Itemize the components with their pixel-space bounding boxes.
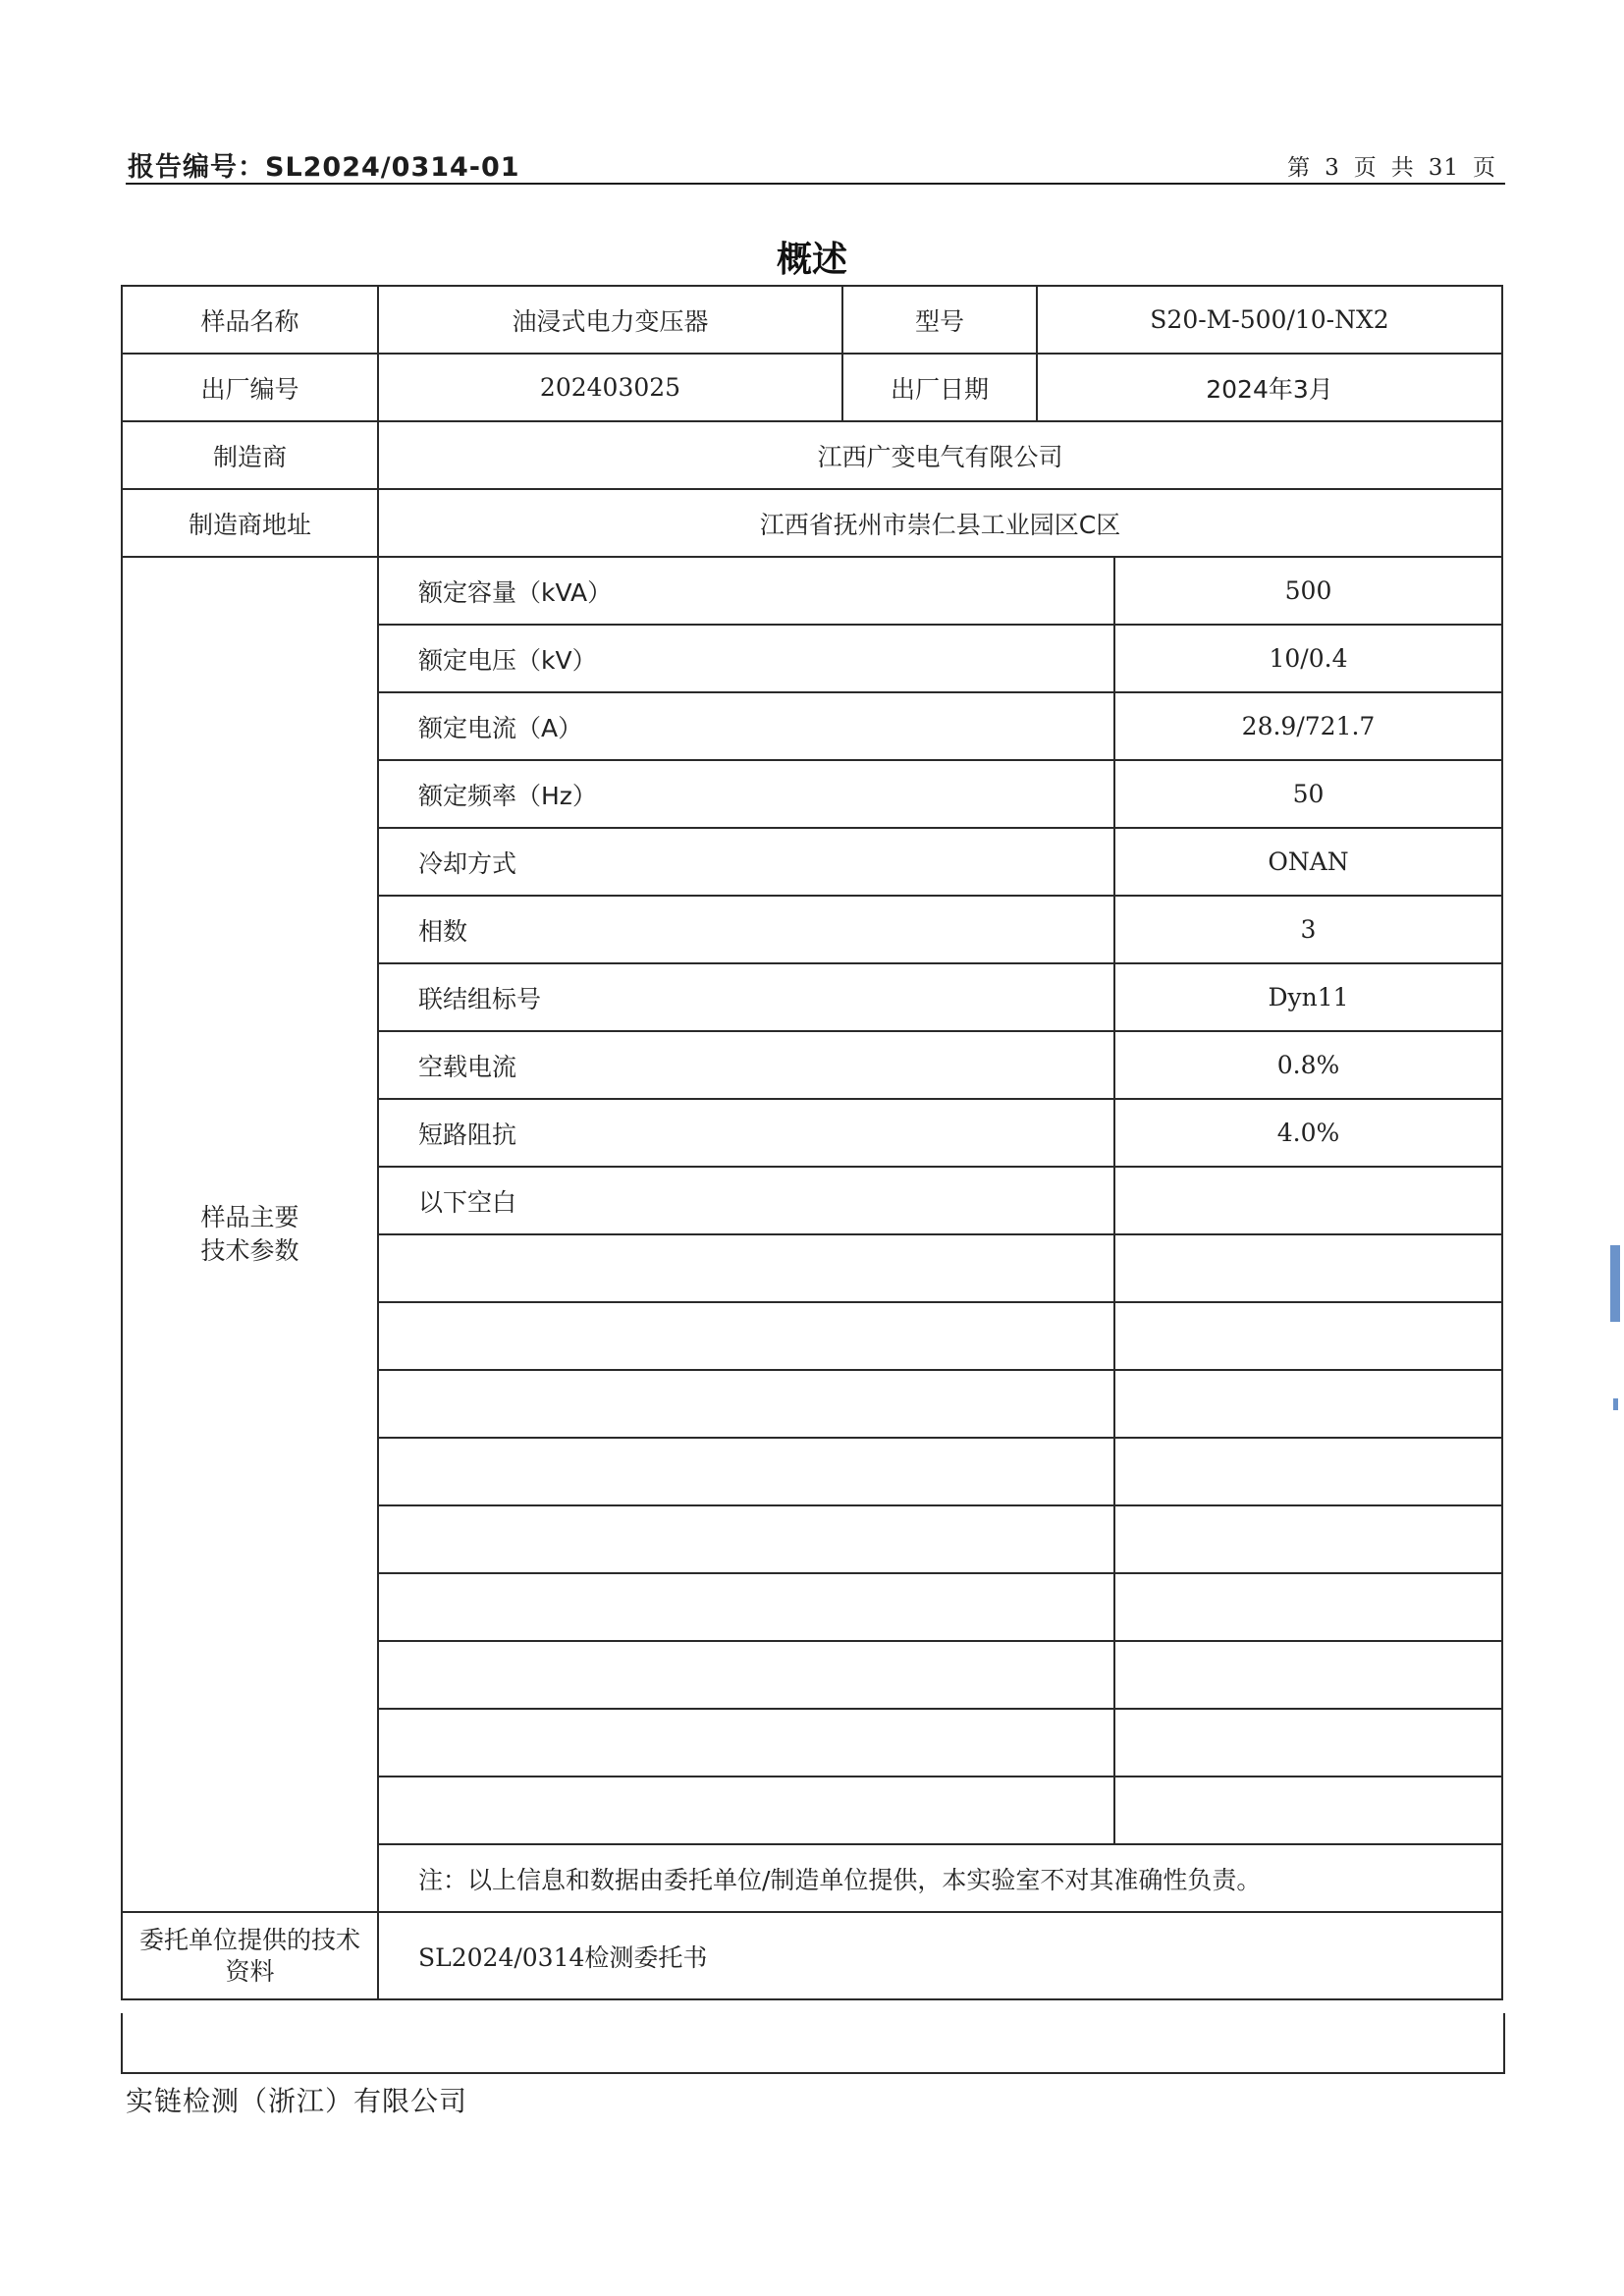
- empty-cell: [378, 1234, 1114, 1302]
- params-group-label: 样品主要 技术参数: [122, 557, 378, 1912]
- param-value: 10/0.4: [1114, 625, 1502, 692]
- param-name: 空载电流: [378, 1031, 1114, 1099]
- empty-cell: [1114, 1777, 1502, 1844]
- empty-cell: [378, 1777, 1114, 1844]
- tech-docs-label: 委托单位提供的技术资料: [122, 1912, 378, 1999]
- page-number: 3: [1325, 155, 1340, 181]
- param-name: 相数: [378, 896, 1114, 963]
- param-value: Dyn11: [1114, 963, 1502, 1031]
- empty-cell: [1114, 1438, 1502, 1505]
- tech-docs-value: SL2024/0314检测委托书: [378, 1912, 1502, 1999]
- param-value: 3: [1114, 896, 1502, 963]
- param-name: 额定电压（kV）: [378, 625, 1114, 692]
- date-label: 出厂日期: [842, 354, 1037, 421]
- report-number: 报告编号：SL2024/0314-01: [128, 152, 520, 183]
- manufacturer-value: 江西广变电气有限公司: [378, 421, 1502, 489]
- empty-cell: [378, 1573, 1114, 1641]
- param-value: 50: [1114, 760, 1502, 828]
- empty-cell: [1114, 1302, 1502, 1370]
- param-row: [122, 557, 1502, 625]
- page-label-1: 第: [1287, 155, 1312, 181]
- table-row: [122, 354, 1502, 421]
- stamp-edge-mark: [1613, 1398, 1618, 1410]
- param-name: 额定容量（kVA）: [378, 557, 1114, 625]
- param-value: 4.0%: [1114, 1099, 1502, 1167]
- disclaimer-note: 注：以上信息和数据由委托单位/制造单位提供，本实验室不对其准确性负责。: [378, 1844, 1502, 1912]
- serial-value: 202403025: [378, 354, 842, 421]
- param-name: 额定频率（Hz）: [378, 760, 1114, 828]
- page-indicator: [1273, 149, 1496, 182]
- empty-cell: [1114, 1370, 1502, 1438]
- address-label: 制造商地址: [122, 489, 378, 557]
- empty-cell: [1114, 1641, 1502, 1709]
- empty-cell: [378, 1302, 1114, 1370]
- empty-cell: [1114, 1573, 1502, 1641]
- manufacturer-label: 制造商: [122, 421, 378, 489]
- empty-cell: [1114, 1505, 1502, 1573]
- param-name: 冷却方式: [378, 828, 1114, 896]
- company-footer: 实链检测（浙江）有限公司: [126, 2085, 468, 2117]
- empty-cell: [378, 1438, 1114, 1505]
- table-row: [122, 421, 1502, 489]
- param-value: ONAN: [1114, 828, 1502, 896]
- sample-name-value: 油浸式电力变压器: [378, 286, 842, 354]
- param-value: 0.8%: [1114, 1031, 1502, 1099]
- date-value: 2024年3月: [1037, 354, 1502, 421]
- empty-cell: [378, 1370, 1114, 1438]
- param-name: 以下空白: [378, 1167, 1114, 1234]
- total-pages: 31: [1428, 155, 1459, 181]
- empty-cell: [378, 1641, 1114, 1709]
- empty-cell: [1114, 1234, 1502, 1302]
- empty-cell: [1114, 1709, 1502, 1777]
- stamp-edge-mark: [1610, 1245, 1620, 1322]
- total-label: 共: [1390, 155, 1415, 181]
- table-row: [122, 489, 1502, 557]
- table-row: [122, 286, 1502, 354]
- overview-table: [121, 285, 1503, 2000]
- param-value: 500: [1114, 557, 1502, 625]
- page-label-3: 页: [1473, 155, 1496, 181]
- param-value: [1114, 1167, 1502, 1234]
- empty-cell: [378, 1709, 1114, 1777]
- model-label: 型号: [842, 286, 1037, 354]
- table-bottom-extension: [121, 2013, 1505, 2074]
- page-label-2: 页: [1353, 155, 1378, 181]
- table-row: [122, 1912, 1502, 1999]
- param-name: 短路阻抗: [378, 1099, 1114, 1167]
- param-name: 额定电流（A）: [378, 692, 1114, 760]
- param-name: 联结组标号: [378, 963, 1114, 1031]
- param-value: 28.9/721.7: [1114, 692, 1502, 760]
- header-divider: [126, 183, 1505, 185]
- empty-cell: [378, 1505, 1114, 1573]
- sample-name-label: 样品名称: [122, 286, 378, 354]
- serial-label: 出厂编号: [122, 354, 378, 421]
- address-value: 江西省抚州市崇仁县工业园区C区: [378, 489, 1502, 557]
- model-value: S20-M-500/10-NX2: [1037, 286, 1502, 354]
- page-title: 概述: [776, 240, 847, 280]
